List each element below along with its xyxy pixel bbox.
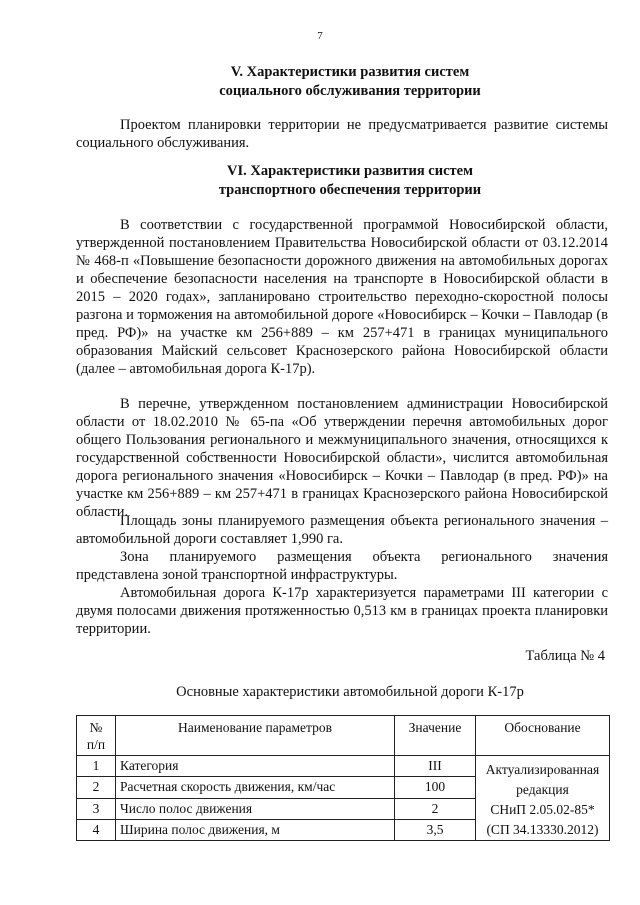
section-6-heading [60, 162, 640, 200]
section-6-paragraph-1: В соответствии с государственной программой Новосибирской области, утвержденной постановлением Правительства Новосибирской области от 03.12.2014 № 468-п «Повышение безопасности дорожного движения на автомобильных дорогах и обеспечение безопасности населения на транспорте в Новосибирской области в 2015 – 2020 годах», запланировано строительство переходно-скоростной полосы разгона и торможения на автомобильной дороге «Новосибирск – Кочки – Павлодар (в пред. РФ)» на участке км 256+889 – км 257+471 в границах муниципального образования Майский сельсовет Краснозерского района Новосибирской области (далее – автомобильная дорога К-17р). [76, 217, 608, 377]
basis-line-1: Актуализированная [485, 762, 600, 777]
row-number: 3 [77, 798, 116, 819]
row-value: 2 [395, 798, 476, 819]
basis-line-4: (СП 34.13330.2012) [486, 822, 599, 837]
row-number: 2 [77, 777, 116, 798]
basis-cell [476, 756, 610, 841]
basis-line-3: СНиП 2.05.02-85* [490, 802, 595, 817]
table-title: Основные характеристики автомобильной дороги К-17р [176, 684, 524, 700]
section-5-title-line-1: V. Характеристики развития систем [230, 64, 470, 80]
row-value: 100 [395, 777, 476, 798]
table-number-label: Таблица № 4 [525, 648, 605, 664]
section-6-title-line-1: VI. Характеристики развития систем [227, 163, 473, 179]
section-6-paragraph-4: Зона планируемого размещения объекта регионального значения представлена зоной транспортной инфраструктуры. [76, 549, 608, 583]
section-6-paragraph-5: Автомобильная дорога К-17р характеризуется параметрами III категории с двумя полосами движения протяженностью 0,513 км в границах проекта планировки территории. [76, 585, 608, 637]
row-name: Категория [116, 756, 395, 777]
table-row [77, 756, 610, 777]
header-number [77, 716, 116, 756]
header-number-line-1: № [89, 720, 103, 735]
page-number: 7 [317, 30, 323, 42]
parameters-table [76, 715, 610, 841]
row-name: Расчетная скорость движения, км/час [116, 777, 395, 798]
header-basis: Обоснование [476, 716, 610, 756]
row-number: 4 [77, 819, 116, 840]
basis-line-2: редакция [516, 782, 569, 797]
section-5-heading [60, 63, 640, 101]
row-number: 1 [77, 756, 116, 777]
header-name: Наименование параметров [116, 716, 395, 756]
section-6-title-line-2: транспортного обеспечения территории [218, 182, 482, 198]
row-name: Ширина полос движения, м [116, 819, 395, 840]
section-6-paragraph-3: Площадь зоны планируемого размещения объекта регионального значения – автомобильной дороги составляет 1,990 га. [76, 513, 608, 547]
header-value: Значение [395, 716, 476, 756]
section-5-text: Проектом планировки территории не предусматривается развитие системы социального обслуживания. [76, 117, 608, 151]
row-name: Число полос движения [116, 798, 395, 819]
table-header-row [77, 716, 610, 756]
row-value: III [395, 756, 476, 777]
section-5-title-line-2: социального обслуживания территории [219, 83, 481, 99]
row-value: 3,5 [395, 819, 476, 840]
header-number-line-2: п/п [86, 737, 106, 752]
section-6-paragraph-2: В перечне, утвержденном постановлением администрации Новосибирской области от 18.02.2010 № 65-па «Об утверждении перечня автомобильных дорог общего Пользования регионального и межмуниципального значения, относящихся к государственной собственности Новосибирской области», числится автомобильная дорога регионального значения «Новосибирск – Кочки – Павлодар (в пред. РФ)» на участке км 256+889 – км 257+471 в границах Краснозерского района Новосибирской области. [76, 396, 608, 520]
